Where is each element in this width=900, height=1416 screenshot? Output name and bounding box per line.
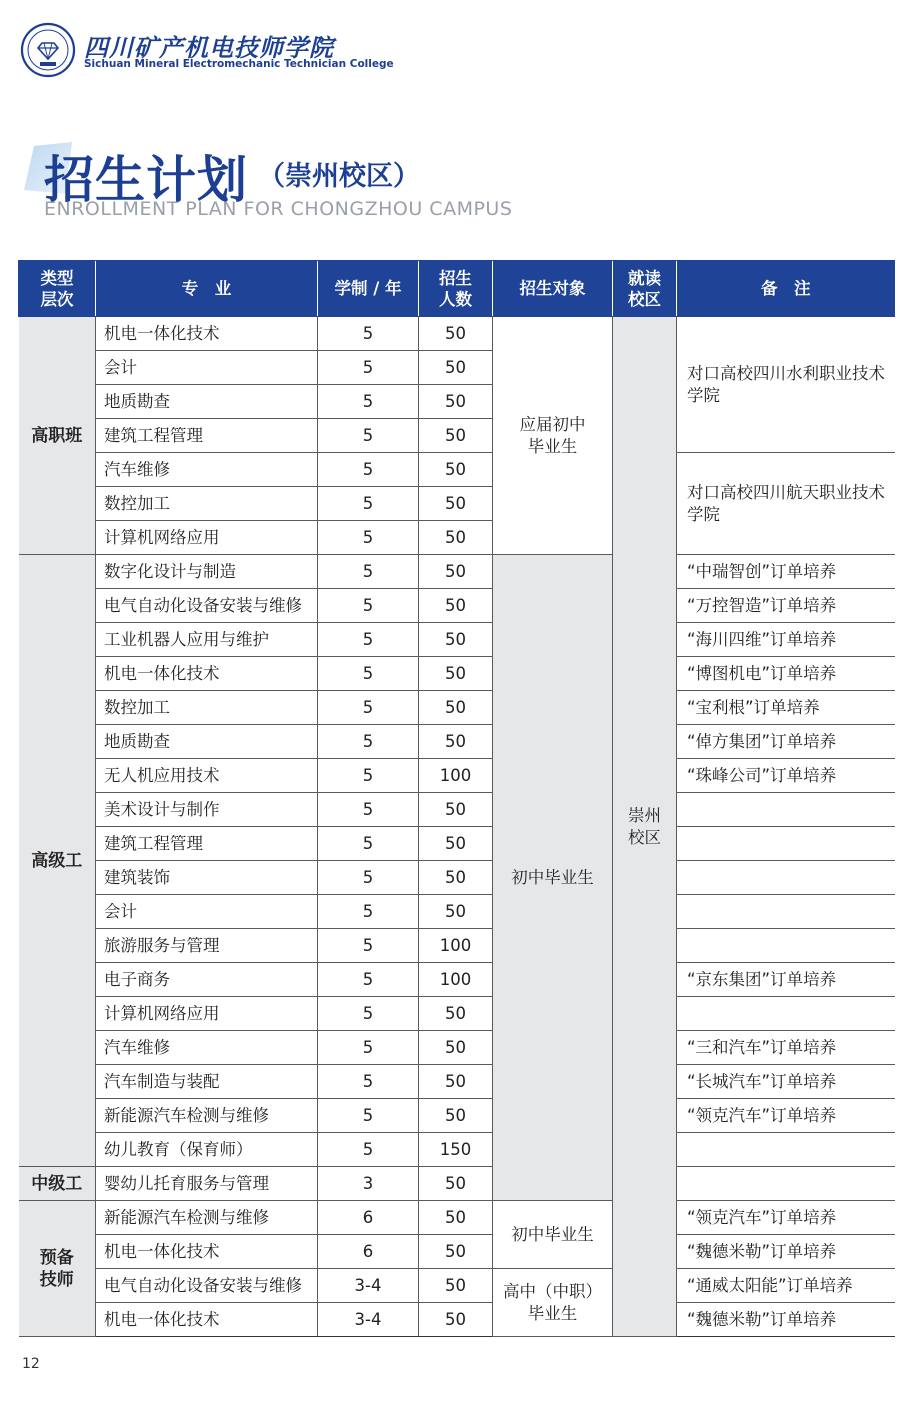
cell-major: 机电一体化技术 — [96, 657, 318, 691]
cell-quota: 50 — [419, 1269, 493, 1303]
note-merged-1: 对口高校四川水利职业技术学院 — [677, 317, 895, 453]
category-yubei: 预备 技师 — [19, 1201, 96, 1337]
cell-years: 5 — [318, 385, 419, 419]
cell-note: “通威太阳能”订单培养 — [677, 1269, 895, 1303]
target-cell-4: 高中（中职） 毕业生 — [493, 1269, 613, 1337]
cell-major: 新能源汽车检测与维修 — [96, 1201, 318, 1235]
cell-major: 机电一体化技术 — [96, 317, 318, 351]
cell-note — [677, 997, 895, 1031]
cell-years: 6 — [318, 1235, 419, 1269]
cell-note: “三和汽车”订单培养 — [677, 1031, 895, 1065]
table-row — [19, 1031, 895, 1065]
table-row — [19, 1235, 895, 1269]
cell-years: 5 — [318, 589, 419, 623]
table-row — [19, 929, 895, 963]
cell-years: 5 — [318, 1031, 419, 1065]
table-row — [19, 589, 895, 623]
cell-major: 电气自动化设备安装与维修 — [96, 1269, 318, 1303]
cell-note: “京东集团”订单培养 — [677, 963, 895, 997]
cell-major: 机电一体化技术 — [96, 1303, 318, 1337]
target-cell-1: 应届初中 毕业生 — [493, 317, 613, 555]
cell-years: 5 — [318, 861, 419, 895]
cell-major: 地质勘查 — [96, 385, 318, 419]
cell-major: 数字化设计与制造 — [96, 555, 318, 589]
cell-note — [677, 895, 895, 929]
table-row — [19, 827, 895, 861]
cell-quota: 50 — [419, 691, 493, 725]
cell-quota: 150 — [419, 1133, 493, 1167]
enrollment-table — [18, 260, 895, 1337]
cell-major: 机电一体化技术 — [96, 1235, 318, 1269]
table-row — [19, 453, 895, 487]
table-row — [19, 1303, 895, 1337]
table-row — [19, 317, 895, 351]
cell-note — [677, 929, 895, 963]
cell-years: 6 — [318, 1201, 419, 1235]
cell-years: 5 — [318, 419, 419, 453]
cell-note: “海川四维”订单培养 — [677, 623, 895, 657]
cell-years: 5 — [318, 895, 419, 929]
header-years: 学制 / 年 — [318, 261, 419, 317]
cell-note: “领克汽车”订单培养 — [677, 1099, 895, 1133]
cell-quota: 50 — [419, 1065, 493, 1099]
header-major: 专 业 — [96, 261, 318, 317]
college-logo-icon — [20, 22, 76, 78]
cell-major: 无人机应用技术 — [96, 759, 318, 793]
category-gaozhi: 高职班 — [19, 317, 96, 555]
cell-major: 计算机网络应用 — [96, 997, 318, 1031]
cell-note — [677, 827, 895, 861]
cell-quota: 50 — [419, 725, 493, 759]
cell-years: 5 — [318, 453, 419, 487]
category-zhongji: 中级工 — [19, 1167, 96, 1201]
cell-quota: 50 — [419, 1167, 493, 1201]
cell-years: 5 — [318, 759, 419, 793]
cell-quota: 50 — [419, 589, 493, 623]
cell-years: 5 — [318, 1099, 419, 1133]
cell-note: “万控智造”订单培养 — [677, 589, 895, 623]
header-quota: 招生 人数 — [419, 261, 493, 317]
cell-years: 5 — [318, 317, 419, 351]
cell-major: 地质勘查 — [96, 725, 318, 759]
cell-years: 3-4 — [318, 1269, 419, 1303]
category-gaoji: 高级工 — [19, 555, 96, 1167]
cell-major: 会计 — [96, 351, 318, 385]
cell-major: 建筑工程管理 — [96, 419, 318, 453]
cell-quota: 50 — [419, 997, 493, 1031]
cell-quota: 50 — [419, 351, 493, 385]
cell-quota: 50 — [419, 317, 493, 351]
cell-quota: 50 — [419, 1303, 493, 1337]
table-row — [19, 861, 895, 895]
cell-major: 婴幼儿托育服务与管理 — [96, 1167, 318, 1201]
target-cell-2: 初中毕业生 — [493, 555, 613, 1201]
table-row — [19, 691, 895, 725]
cell-quota: 50 — [419, 555, 493, 589]
cell-years: 5 — [318, 351, 419, 385]
cell-quota: 100 — [419, 759, 493, 793]
header-note: 备 注 — [677, 261, 895, 317]
table-row — [19, 793, 895, 827]
cell-note — [677, 1167, 895, 1201]
cell-years: 5 — [318, 793, 419, 827]
cell-note: “博图机电”订单培养 — [677, 657, 895, 691]
table-row — [19, 1201, 895, 1235]
cell-note: “魏德米勒”订单培养 — [677, 1303, 895, 1337]
cell-years: 5 — [318, 623, 419, 657]
cell-years: 5 — [318, 657, 419, 691]
table-row — [19, 1065, 895, 1099]
cell-major: 汽车维修 — [96, 1031, 318, 1065]
table-row — [19, 555, 895, 589]
cell-note — [677, 861, 895, 895]
table-row — [19, 1167, 895, 1201]
table-row — [19, 997, 895, 1031]
cell-major: 数控加工 — [96, 691, 318, 725]
page-subtitle: （崇州校区） — [258, 161, 420, 192]
cell-major: 建筑工程管理 — [96, 827, 318, 861]
cell-note: “珠峰公司”订单培养 — [677, 759, 895, 793]
cell-quota: 50 — [419, 1031, 493, 1065]
cell-quota: 50 — [419, 793, 493, 827]
cell-quota: 50 — [419, 1099, 493, 1133]
cell-major: 旅游服务与管理 — [96, 929, 318, 963]
cell-note: “长城汽车”订单培养 — [677, 1065, 895, 1099]
table-header-row — [19, 261, 895, 317]
cell-years: 5 — [318, 1065, 419, 1099]
cell-quota: 50 — [419, 827, 493, 861]
page-title: 招生计划 — [44, 151, 248, 209]
cell-major: 美术设计与制作 — [96, 793, 318, 827]
header-target: 招生对象 — [493, 261, 613, 317]
cell-major: 电气自动化设备安装与维修 — [96, 589, 318, 623]
cell-major: 计算机网络应用 — [96, 521, 318, 555]
table-row — [19, 725, 895, 759]
cell-major: 汽车制造与装配 — [96, 1065, 318, 1099]
cell-major: 汽车维修 — [96, 453, 318, 487]
cell-quota: 50 — [419, 487, 493, 521]
target-cell-3: 初中毕业生 — [493, 1201, 613, 1269]
cell-years: 5 — [318, 929, 419, 963]
cell-years: 5 — [318, 725, 419, 759]
cell-quota: 50 — [419, 1235, 493, 1269]
cell-quota: 50 — [419, 861, 493, 895]
table-row — [19, 1269, 895, 1303]
header-type: 类型 层次 — [19, 261, 96, 317]
cell-years: 5 — [318, 963, 419, 997]
table-row — [19, 1099, 895, 1133]
note-merged-2: 对口高校四川航天职业技术学院 — [677, 453, 895, 555]
cell-quota: 50 — [419, 895, 493, 929]
cell-quota: 100 — [419, 963, 493, 997]
cell-major: 建筑装饰 — [96, 861, 318, 895]
page-title-en: ENROLLMENT PLAN FOR CHONGZHOU CAMPUS — [44, 198, 513, 220]
cell-major: 工业机器人应用与维护 — [96, 623, 318, 657]
cell-note: “倬方集团”订单培养 — [677, 725, 895, 759]
table-row — [19, 963, 895, 997]
cell-years: 5 — [318, 521, 419, 555]
table-row — [19, 623, 895, 657]
cell-major: 新能源汽车检测与维修 — [96, 1099, 318, 1133]
cell-quota: 50 — [419, 1201, 493, 1235]
cell-years: 5 — [318, 997, 419, 1031]
cell-years: 3 — [318, 1167, 419, 1201]
cell-note: “宝利根”订单培养 — [677, 691, 895, 725]
table-row — [19, 657, 895, 691]
table-row — [19, 1133, 895, 1167]
cell-quota: 50 — [419, 521, 493, 555]
page-number: 12 — [22, 1356, 40, 1372]
cell-years: 3-4 — [318, 1303, 419, 1337]
header-campus: 就读 校区 — [613, 261, 677, 317]
cell-note: “领克汽车”订单培养 — [677, 1201, 895, 1235]
cell-quota: 50 — [419, 385, 493, 419]
cell-years: 5 — [318, 487, 419, 521]
table-row — [19, 895, 895, 929]
school-name-cn: 四川矿产机电技师学院 — [84, 33, 334, 62]
cell-quota: 50 — [419, 623, 493, 657]
cell-note: “魏德米勒”订单培养 — [677, 1235, 895, 1269]
table-row — [19, 759, 895, 793]
cell-note — [677, 793, 895, 827]
cell-note — [677, 1133, 895, 1167]
cell-quota: 50 — [419, 453, 493, 487]
cell-years: 5 — [318, 555, 419, 589]
cell-major: 幼儿教育（保育师） — [96, 1133, 318, 1167]
cell-quota: 100 — [419, 929, 493, 963]
cell-note: “中瑞智创”订单培养 — [677, 555, 895, 589]
cell-major: 电子商务 — [96, 963, 318, 997]
campus-cell: 崇州 校区 — [613, 317, 677, 1337]
cell-quota: 50 — [419, 657, 493, 691]
cell-years: 5 — [318, 1133, 419, 1167]
cell-years: 5 — [318, 691, 419, 725]
cell-major: 会计 — [96, 895, 318, 929]
school-name-en: Sichuan Mineral Electromechanic Technician College — [84, 58, 394, 70]
cell-major: 数控加工 — [96, 487, 318, 521]
cell-quota: 50 — [419, 419, 493, 453]
cell-years: 5 — [318, 827, 419, 861]
